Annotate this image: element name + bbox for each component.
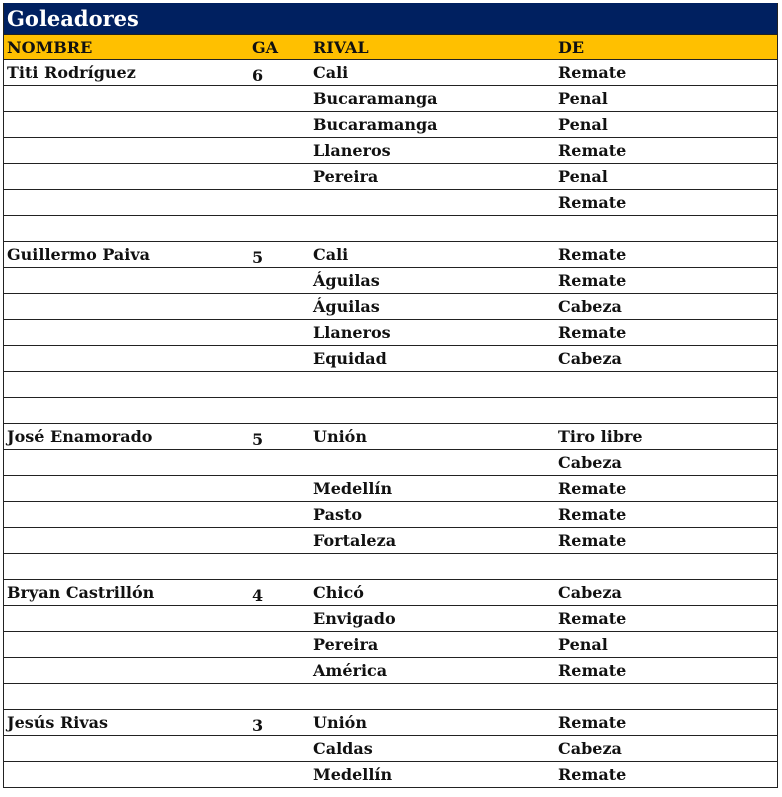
cell-de (557, 554, 777, 579)
cell-ga (251, 606, 312, 631)
cell-ga (251, 112, 312, 137)
table-row (4, 60, 777, 86)
cell-de: Cabeza (558, 297, 622, 316)
cell-ga (251, 268, 312, 293)
cell-rival: América (313, 661, 388, 680)
cell-nombre (4, 268, 251, 293)
cell-rival: Fortaleza (313, 531, 397, 550)
table-title: Goleadores (4, 3, 777, 34)
table-row (4, 632, 777, 658)
table-row (4, 736, 777, 762)
cell-ga (251, 424, 312, 449)
table-row (4, 528, 777, 554)
cell-de: Penal (558, 89, 608, 108)
cell-de: Remate (558, 531, 627, 550)
cell-de: Penal (558, 167, 608, 186)
cell-ga (251, 164, 312, 189)
cell-nombre: Jesús Rivas (7, 713, 109, 732)
table-row (4, 138, 777, 164)
cell-nombre (4, 190, 251, 215)
cell-nombre: Titi Rodríguez (7, 63, 136, 82)
table-row (4, 580, 777, 606)
table-row (4, 242, 777, 268)
cell-rival (312, 216, 557, 241)
cell-nombre (4, 528, 251, 553)
cell-de: Remate (558, 323, 627, 342)
table-row (4, 502, 777, 528)
goals-count: 4 (252, 586, 264, 605)
cell-nombre: Bryan Castrillón (7, 583, 155, 602)
table-row (4, 320, 777, 346)
cell-rival: Pasto (313, 505, 363, 524)
cell-rival (312, 450, 557, 475)
goals-count: 5 (252, 248, 264, 267)
table-row (4, 398, 777, 424)
table-row (4, 606, 777, 632)
table-row (4, 86, 777, 112)
table-row (4, 710, 777, 736)
table-row (4, 294, 777, 320)
cell-de: Penal (558, 115, 608, 134)
cell-ga (251, 294, 312, 319)
cell-de: Remate (558, 505, 627, 524)
cell-ga (251, 580, 312, 605)
cell-nombre (4, 138, 251, 163)
cell-nombre (4, 346, 251, 371)
cell-ga (251, 528, 312, 553)
cell-rival: Pereira (313, 635, 379, 654)
cell-rival: Unión (313, 427, 367, 446)
header-row (4, 34, 777, 60)
cell-nombre (4, 476, 251, 501)
cell-rival: Medellín (313, 765, 393, 784)
table-row (4, 658, 777, 684)
cell-rival: Bucaramanga (313, 115, 438, 134)
table-row (4, 346, 777, 372)
table-row (4, 268, 777, 294)
cell-ga (251, 684, 312, 709)
cell-nombre (4, 216, 251, 241)
cell-de: Remate (558, 63, 627, 82)
table-row (4, 450, 777, 476)
cell-nombre (4, 684, 251, 709)
cell-nombre (4, 658, 251, 683)
scorers-table (3, 3, 778, 788)
table-row (4, 762, 777, 788)
cell-nombre (4, 606, 251, 631)
goals-count: 5 (252, 430, 264, 449)
cell-nombre: Guillermo Paiva (7, 245, 151, 264)
cell-de: Remate (558, 661, 627, 680)
header-ga: GA (252, 38, 279, 57)
goals-count: 3 (252, 716, 264, 735)
header-de: DE (558, 38, 585, 57)
cell-rival: Llaneros (313, 141, 391, 160)
cell-rival: Bucaramanga (313, 89, 438, 108)
cell-nombre (4, 86, 251, 111)
cell-nombre (4, 502, 251, 527)
table-row (4, 164, 777, 190)
cell-de: Tiro libre (558, 427, 643, 446)
cell-nombre (4, 372, 251, 397)
cell-de: Remate (558, 479, 627, 498)
cell-rival: Envigado (313, 609, 396, 628)
cell-ga (251, 346, 312, 371)
cell-rival: Llaneros (313, 323, 391, 342)
cell-rival (312, 190, 557, 215)
cell-ga (251, 372, 312, 397)
cell-rival: Águilas (313, 271, 380, 290)
cell-de: Cabeza (558, 583, 622, 602)
cell-nombre (4, 294, 251, 319)
cell-nombre (4, 164, 251, 189)
cell-rival (312, 372, 557, 397)
cell-ga (251, 216, 312, 241)
cell-nombre (4, 632, 251, 657)
header-rival: RIVAL (313, 38, 369, 57)
cell-nombre (4, 762, 251, 787)
table-row (4, 554, 777, 580)
cell-de (557, 372, 777, 397)
cell-ga (251, 60, 312, 85)
table-row (4, 476, 777, 502)
table-row (4, 684, 777, 710)
cell-ga (251, 450, 312, 475)
cell-ga (251, 710, 312, 735)
cell-rival: Cali (313, 63, 349, 82)
cell-de: Remate (558, 245, 627, 264)
cell-de: Penal (558, 635, 608, 654)
cell-de: Remate (558, 193, 627, 212)
cell-ga (251, 190, 312, 215)
cell-de (557, 398, 777, 423)
cell-ga (251, 736, 312, 761)
cell-nombre: José Enamorado (7, 427, 153, 446)
cell-de: Remate (558, 271, 627, 290)
cell-de: Remate (558, 609, 627, 628)
header-nombre: NOMBRE (7, 38, 93, 57)
cell-ga (251, 320, 312, 345)
cell-rival: Medellín (313, 479, 393, 498)
cell-nombre (4, 112, 251, 137)
cell-rival: Pereira (313, 167, 379, 186)
cell-de: Cabeza (558, 349, 622, 368)
cell-rival: Unión (313, 713, 367, 732)
cell-ga (251, 632, 312, 657)
cell-ga (251, 86, 312, 111)
table-row (4, 216, 777, 242)
table-row (4, 424, 777, 450)
cell-ga (251, 242, 312, 267)
table-row (4, 190, 777, 216)
table-row (4, 112, 777, 138)
cell-de: Remate (558, 765, 627, 784)
cell-rival: Cali (313, 245, 349, 264)
cell-nombre (4, 736, 251, 761)
cell-ga (251, 138, 312, 163)
cell-nombre (4, 554, 251, 579)
cell-nombre (4, 398, 251, 423)
cell-de (557, 216, 777, 241)
table-body (4, 60, 777, 788)
cell-de: Cabeza (558, 453, 622, 472)
cell-ga (251, 658, 312, 683)
cell-rival: Águilas (313, 297, 380, 316)
cell-rival: Caldas (313, 739, 373, 758)
cell-ga (251, 502, 312, 527)
goals-count: 6 (252, 66, 264, 85)
cell-rival: Equidad (313, 349, 387, 368)
cell-rival (312, 554, 557, 579)
cell-nombre (4, 450, 251, 475)
cell-de: Remate (558, 713, 627, 732)
cell-rival (312, 398, 557, 423)
cell-de: Cabeza (558, 739, 622, 758)
cell-ga (251, 398, 312, 423)
cell-de (557, 684, 777, 709)
cell-ga (251, 554, 312, 579)
table-row (4, 372, 777, 398)
cell-ga (251, 762, 312, 787)
cell-nombre (4, 320, 251, 345)
cell-de: Remate (558, 141, 627, 160)
cell-ga (251, 476, 312, 501)
cell-rival: Chicó (313, 583, 364, 602)
cell-rival (312, 684, 557, 709)
